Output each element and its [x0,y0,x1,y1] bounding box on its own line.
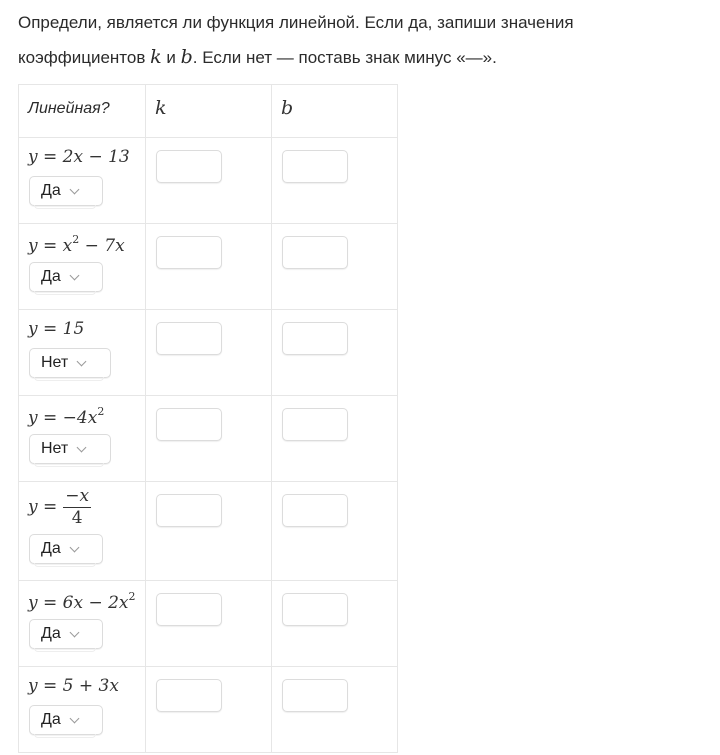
k-input[interactable] [156,150,222,183]
k-input[interactable] [156,593,222,626]
header-b: b [272,85,398,138]
k-input[interactable] [156,236,222,269]
k-cell [146,482,272,581]
header-linear: Линейная? [19,85,146,138]
b-input[interactable] [282,593,348,626]
chevron-down-icon [69,713,79,723]
linear-select[interactable]: Да [29,705,103,735]
chevron-down-icon [69,627,79,637]
table-row [19,310,398,396]
linear-select[interactable]: Нет [29,348,111,378]
b-cell [272,396,398,482]
task-line-1: Определи, является ли функция линейной. Если да, запиши значения [18,13,574,32]
b-input[interactable] [282,150,348,183]
k-cell [146,224,272,310]
function-formula: $y = 6x - 2x^2$ [28,590,136,613]
linear-select[interactable]: Да [29,619,103,649]
function-cell [19,224,146,310]
table-row [19,667,398,753]
chevron-down-icon [69,184,79,194]
header-k: k [146,85,272,138]
linear-select[interactable]: Да [29,534,103,564]
k-cell [146,581,272,667]
b-input[interactable] [282,408,348,441]
task-line-2: коэффициентов k и b. Если нет — поставь знак минус «—». [18,46,497,68]
chevron-down-icon [77,356,87,366]
b-cell [272,482,398,581]
coef-b: b [180,46,193,68]
function-cell [19,482,146,581]
coef-k: k [150,46,162,68]
k-input[interactable] [156,679,222,712]
function-cell [19,667,146,753]
linear-select[interactable]: Да [29,176,103,206]
table-header-row [19,85,398,138]
chevron-down-icon [69,542,79,552]
b-input[interactable] [282,236,348,269]
function-formula: y = $\frac{-x}{4}$ [28,486,90,528]
task-text [18,6,708,75]
function-cell [19,310,146,396]
function-formula: y = 2x − 13 [28,147,130,167]
answer-table [18,84,398,753]
table-row [19,581,398,667]
b-input[interactable] [282,322,348,355]
k-cell [146,667,272,753]
table-row [19,224,398,310]
table-row [19,138,398,224]
b-cell [272,667,398,753]
k-input[interactable] [156,494,222,527]
chevron-down-icon [77,442,87,452]
b-cell [272,224,398,310]
function-formula: y = 15 [28,319,85,339]
linear-select[interactable]: Да [29,262,103,292]
b-input[interactable] [282,679,348,712]
b-cell [272,138,398,224]
k-cell [146,138,272,224]
function-cell [19,581,146,667]
chevron-down-icon [69,270,79,280]
function-cell [19,138,146,224]
function-cell [19,396,146,482]
k-input[interactable] [156,322,222,355]
function-formula: $y = x^2 - 7x$ [28,233,125,256]
table-row [19,396,398,482]
linear-select[interactable]: Нет [29,434,111,464]
b-input[interactable] [282,494,348,527]
k-cell [146,396,272,482]
b-cell [272,581,398,667]
b-cell [272,310,398,396]
function-formula: y = 5 + 3x [28,676,119,696]
fraction: $\frac{-x}{4}$ [65,486,90,528]
k-input[interactable] [156,408,222,441]
k-cell [146,310,272,396]
table-row [19,482,398,581]
function-formula: $y = -4x^2$ [28,405,105,428]
